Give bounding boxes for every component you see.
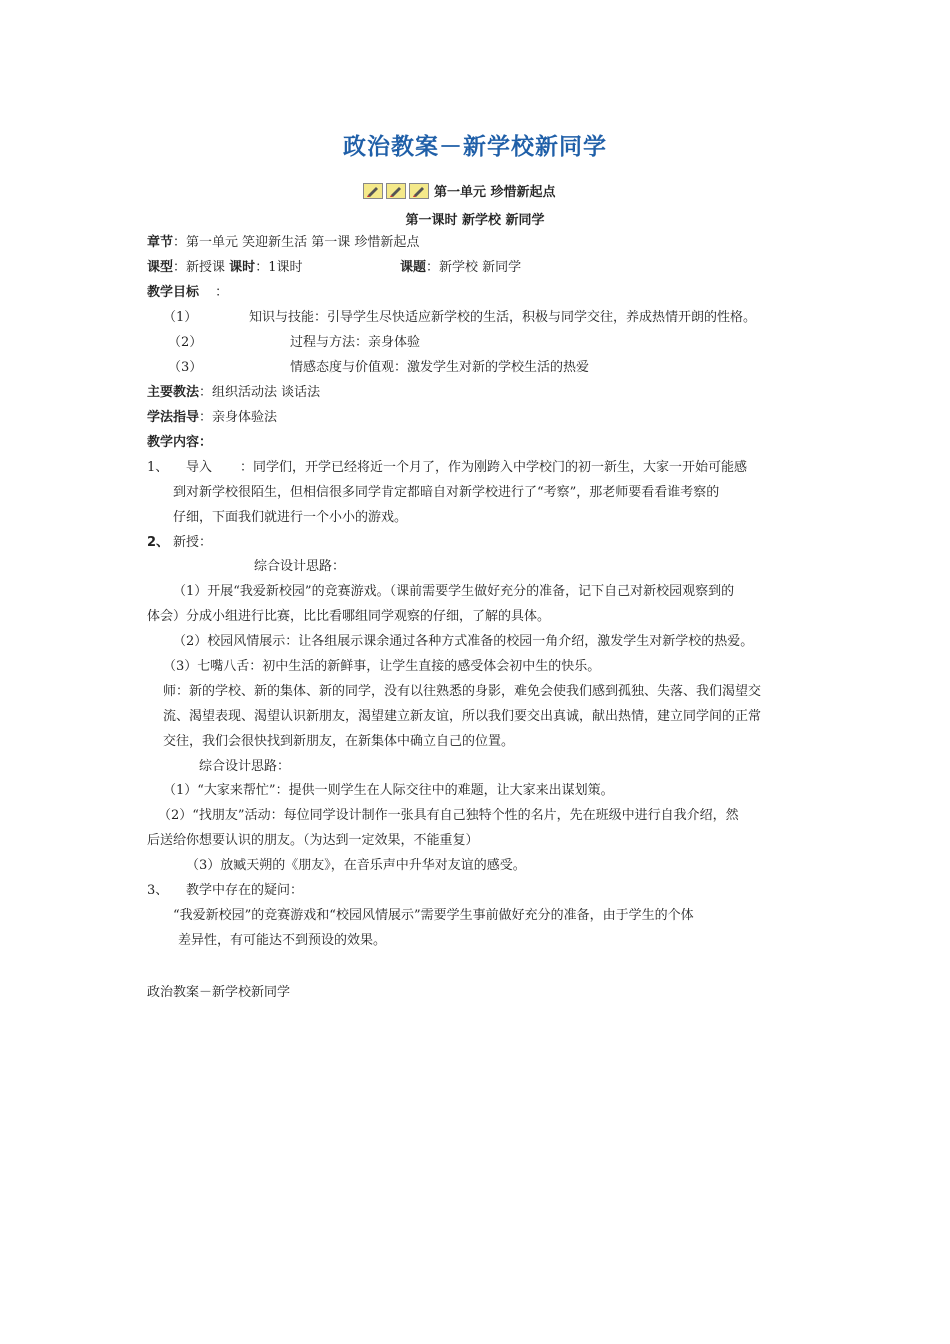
section-1-line-2: 到对新学校很陌生，但相信很多同学肯定都暗自对新学校进行了“考察”，那老师要看看谁考察的 <box>173 485 720 500</box>
section-2-head: 新授： <box>173 535 213 550</box>
design-thought-2: 综合设计思路： <box>199 759 291 774</box>
goal-1-text: 知识与技能：引导学生尽快适应新学校的生活，积极与同学交往，养成热情开朗的性格。 <box>249 310 757 325</box>
goal-3-text: 情感态度与价值观：激发学生对新的学校生活的热爱 <box>290 360 590 375</box>
guide-line <box>147 409 277 427</box>
class-hours-value: ：1课时 <box>255 260 303 275</box>
section-1-head: 导入 <box>186 460 213 475</box>
document-title: 政治教案－新学校新同学 <box>343 134 607 160</box>
lesson-heading: 第一课时 新学校 新同学 <box>405 213 545 228</box>
topic-line <box>400 259 521 277</box>
pencil-icons <box>363 183 432 199</box>
method-value: ：组织活动法 谈话法 <box>199 385 321 400</box>
goals-label: 教学目标 <box>147 285 200 300</box>
section-3-head: 教学中存在的疑问： <box>186 883 304 898</box>
class-info-line <box>147 259 302 277</box>
section-3-line-2: 差异性，有可能达不到预设的效果。 <box>178 933 387 948</box>
content-label: 教学内容： <box>147 435 213 450</box>
unit-heading-row <box>363 181 556 200</box>
goal-3-num: （3） <box>168 360 203 375</box>
section-2-num: 2、 <box>147 535 170 550</box>
section-1-num: 1、 <box>147 460 169 475</box>
unit-heading: 第一单元 珍惜新起点 <box>434 185 556 200</box>
teacher-line-1: 师：新的学校、新的集体、新的同学，没有以往熟悉的身影，难免会使我们感到孤独、失落、我们渴望交 <box>163 684 762 699</box>
activity-b3: （3）放臧天朔的《朋友》，在音乐声中升华对友谊的感受。 <box>186 858 526 873</box>
goal-1-num: （1） <box>163 310 198 325</box>
section-3-num: 3、 <box>147 883 169 898</box>
method-line <box>147 384 320 402</box>
teacher-line-3: 交往，我们会很快找到新朋友，在新集体中确立自己的位置。 <box>163 734 515 749</box>
class-type-label: 课型 <box>147 260 174 275</box>
topic-value: ：新学校 新同学 <box>426 260 522 275</box>
topic-label: 课题 <box>400 260 427 275</box>
design-thought-1: 综合设计思路： <box>254 559 346 574</box>
section-3-line-1: “我爱新校园”的竞赛游戏和“校园风情展示”需要学生事前做好充分的准备，由于学生的个体 <box>173 908 694 923</box>
activity-2: （2）校园风情展示：让各组展示课余通过各种方式准备的校园一角介绍，激发学生对新学校的热爱。 <box>173 634 754 649</box>
goals-heading <box>147 284 228 302</box>
activity-b2-line-2: 后送给你想要认识的朋友。（为达到一定效果，不能重复） <box>147 833 479 848</box>
guide-label: 学法指导 <box>147 410 200 425</box>
pencil-icon <box>363 183 383 199</box>
chapter-line <box>147 234 419 252</box>
goal-2-num: （2） <box>168 335 203 350</box>
activity-1-line-1: （1）开展“我爱新校园”的竞赛游戏。（课前需要学生做好充分的准备，记下自己对新校园观察到的 <box>173 584 735 599</box>
activity-1-line-2: 体会）分成小组进行比赛，比比看哪组同学观察的仔细，了解的具体。 <box>147 609 551 624</box>
chapter-value: ：第一单元 笑迎新生活 第一课 珍惜新起点 <box>173 235 420 250</box>
guide-value: ：亲身体验法 <box>199 410 278 425</box>
method-label: 主要教法 <box>147 385 200 400</box>
section-1-line-3: 仔细，下面我们就进行一个小小的游戏。 <box>173 510 408 525</box>
goals-colon: ： <box>215 285 229 300</box>
activity-3: （3）七嘴八舌：初中生活的新鲜事，让学生直接的感受体会初中生的快乐。 <box>163 659 601 674</box>
footer-title: 政治教案－新学校新同学 <box>147 985 291 1000</box>
goal-2-text: 过程与方法：亲身体验 <box>290 335 421 350</box>
chapter-label: 章节 <box>147 235 174 250</box>
class-hours-label: 课时 <box>229 260 256 275</box>
class-type-value: ：新授课 <box>173 260 226 275</box>
teacher-line-2: 流、渴望表现、渴望认识新朋友，渴望建立新友谊，所以我们要交出真诚，献出热情，建立同学间的正常 <box>163 709 762 724</box>
pencil-icon <box>409 183 429 199</box>
pencil-icon <box>386 183 406 199</box>
activity-b2-line-1: （2）“找朋友”活动：每位同学设计制作一张具有自己独特个性的名片，先在班级中进行自我介绍，然 <box>158 808 739 823</box>
activity-b1: （1）“大家来帮忙”：提供一则学生在人际交往中的难题，让大家来出谋划策。 <box>163 783 614 798</box>
section-1-line-1: ：同学们，开学已经将近一个月了，作为刚跨入中学校门的初一新生，大家一开始可能感 <box>240 460 748 475</box>
